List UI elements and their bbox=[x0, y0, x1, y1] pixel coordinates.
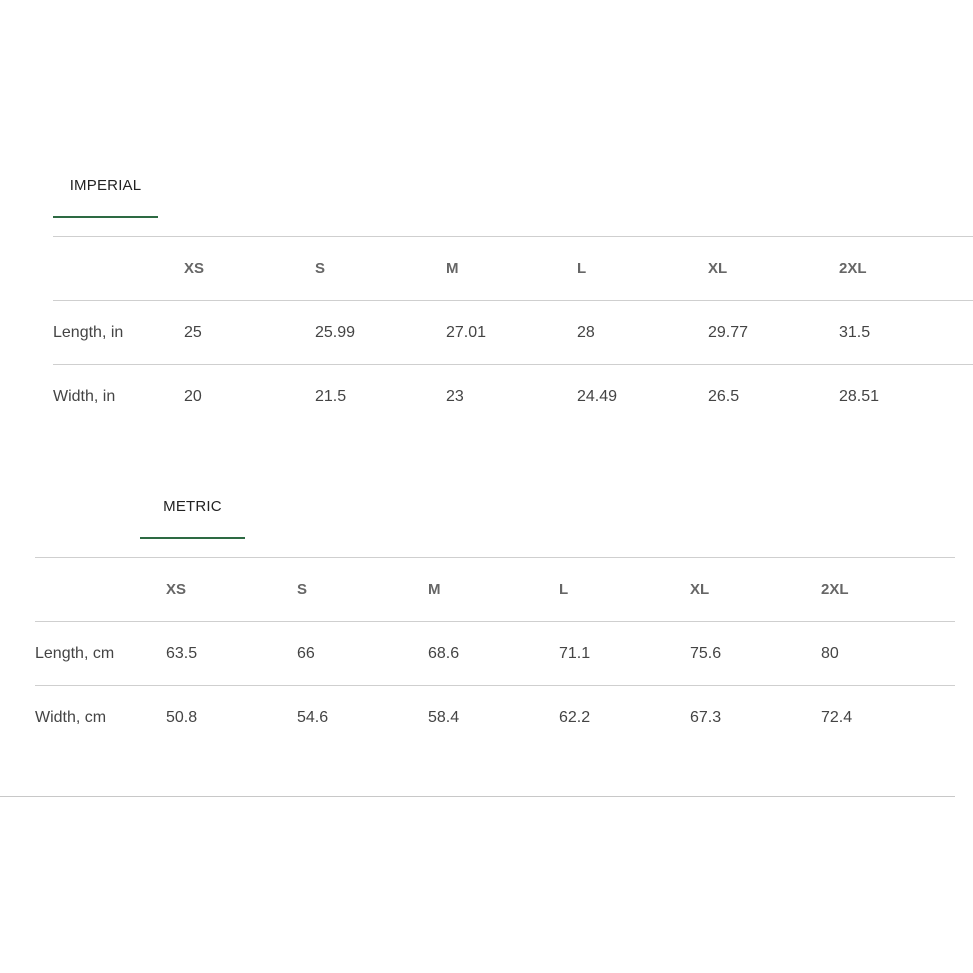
table-header-row bbox=[53, 237, 973, 301]
header-cell-l: L bbox=[559, 558, 690, 622]
table-cell: 24.49 bbox=[577, 365, 708, 429]
header-cell-empty bbox=[53, 237, 184, 301]
row-label: Width, cm bbox=[35, 686, 166, 750]
header-cell-2xl: 2XL bbox=[839, 237, 973, 301]
header-cell-xs: XS bbox=[184, 237, 315, 301]
row-label: Length, in bbox=[53, 301, 184, 365]
table-cell: 67.3 bbox=[690, 686, 821, 750]
row-label: Width, in bbox=[53, 365, 184, 429]
table-cell: 29.77 bbox=[708, 301, 839, 365]
table-cell: 75.6 bbox=[690, 622, 821, 686]
table-cell: 23 bbox=[446, 365, 577, 429]
header-cell-empty bbox=[35, 558, 166, 622]
tab-metric-underline bbox=[140, 537, 245, 539]
table-cell: 58.4 bbox=[428, 686, 559, 750]
table-cell: 62.2 bbox=[559, 686, 690, 750]
table-cell: 31.5 bbox=[839, 301, 973, 365]
table-cell: 66 bbox=[297, 622, 428, 686]
table-cell: 72.4 bbox=[821, 686, 955, 750]
table-cell: 28.51 bbox=[839, 365, 973, 429]
table-header-row bbox=[35, 558, 955, 622]
table-cell: 68.6 bbox=[428, 622, 559, 686]
header-cell-m: M bbox=[446, 237, 577, 301]
header-cell-s: S bbox=[315, 237, 446, 301]
table-cell: 28 bbox=[577, 301, 708, 365]
header-cell-s: S bbox=[297, 558, 428, 622]
table-cell: 21.5 bbox=[315, 365, 446, 429]
table-row bbox=[35, 622, 955, 686]
table-row bbox=[53, 301, 973, 365]
table-cell: 26.5 bbox=[708, 365, 839, 429]
header-cell-l: L bbox=[577, 237, 708, 301]
tab-metric[interactable]: METRIC bbox=[163, 497, 222, 515]
table-cell: 25.99 bbox=[315, 301, 446, 365]
bottom-divider bbox=[0, 796, 955, 797]
table-cell: 50.8 bbox=[166, 686, 297, 750]
tab-imperial-underline bbox=[53, 216, 158, 218]
metric-size-table bbox=[35, 557, 955, 749]
imperial-size-table bbox=[53, 236, 973, 428]
header-cell-m: M bbox=[428, 558, 559, 622]
table-cell: 20 bbox=[184, 365, 315, 429]
table-cell: 71.1 bbox=[559, 622, 690, 686]
header-cell-2xl: 2XL bbox=[821, 558, 955, 622]
table-cell: 54.6 bbox=[297, 686, 428, 750]
header-cell-xl: XL bbox=[690, 558, 821, 622]
table-cell: 27.01 bbox=[446, 301, 577, 365]
row-label: Length, cm bbox=[35, 622, 166, 686]
table-cell: 80 bbox=[821, 622, 955, 686]
header-cell-xl: XL bbox=[708, 237, 839, 301]
header-cell-xs: XS bbox=[166, 558, 297, 622]
table-cell: 63.5 bbox=[166, 622, 297, 686]
table-row bbox=[53, 365, 973, 429]
tab-imperial[interactable]: IMPERIAL bbox=[69, 176, 142, 194]
table-row bbox=[35, 686, 955, 750]
table-cell: 25 bbox=[184, 301, 315, 365]
